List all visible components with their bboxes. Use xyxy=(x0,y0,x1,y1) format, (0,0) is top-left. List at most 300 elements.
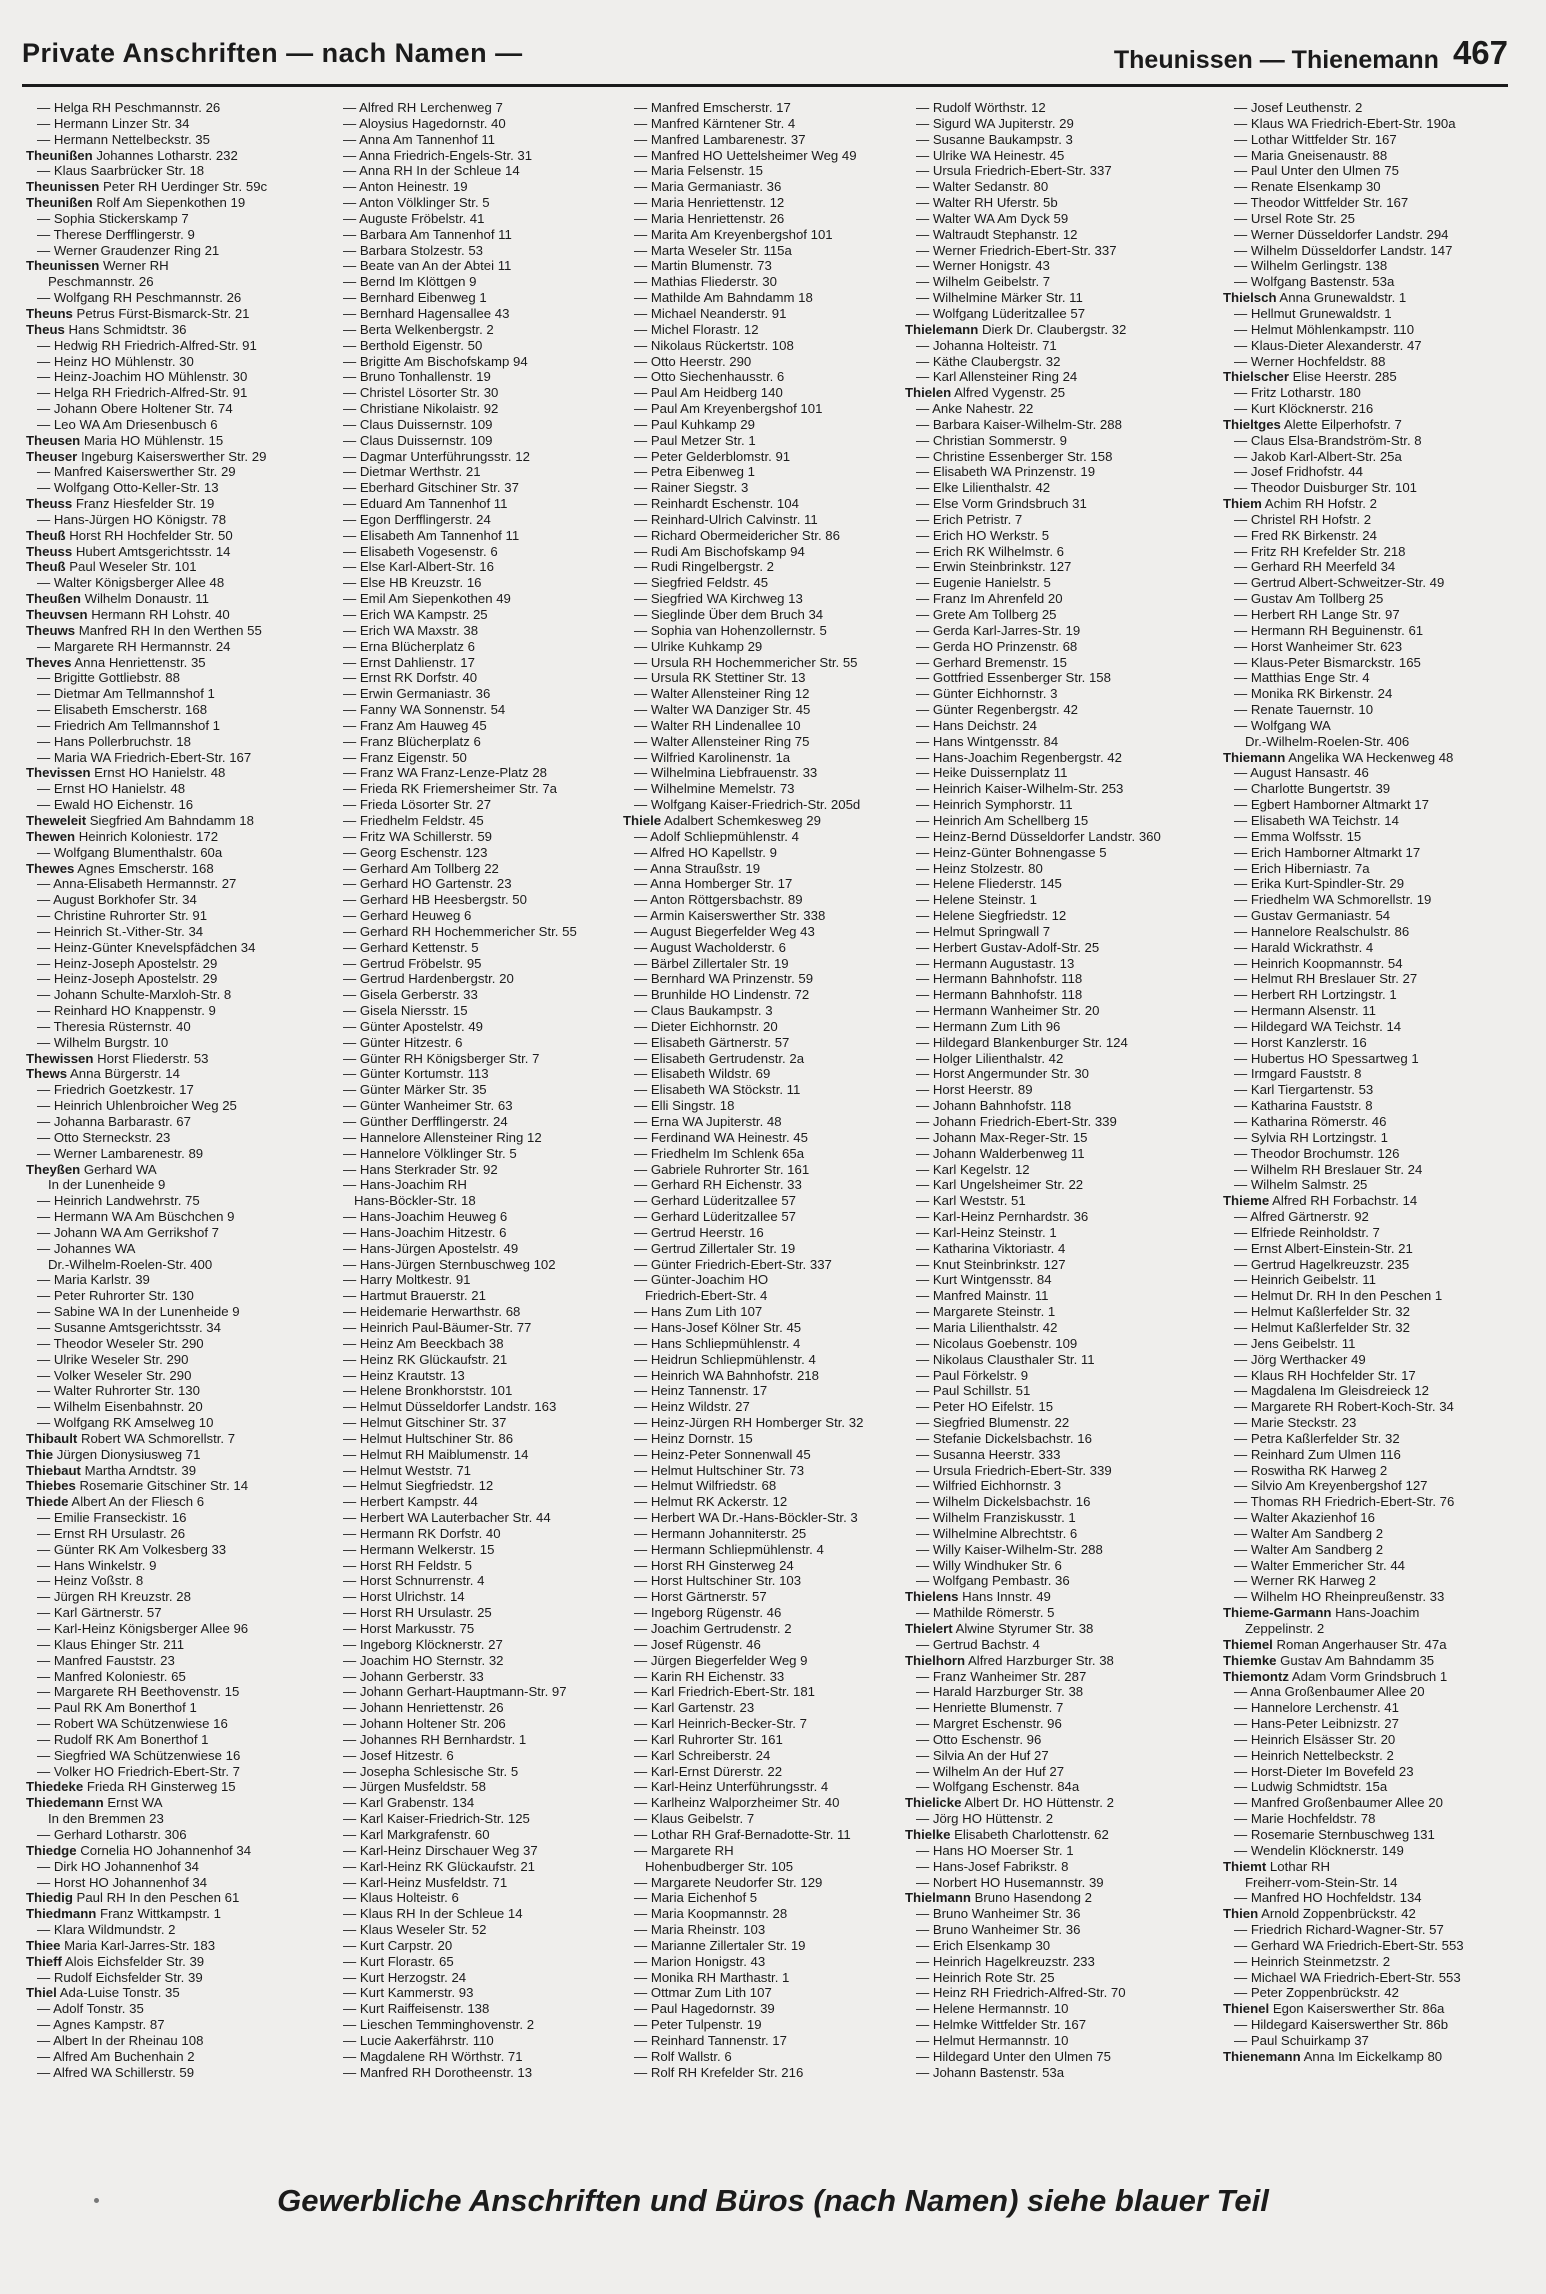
surname-entry xyxy=(26,1890,332,1906)
directory-entry: — Marita Am Kreyenbergshof 101 xyxy=(634,226,833,242)
directory-entry: — Erika Kurt-Spindler-Str. 29 xyxy=(1234,876,1405,892)
directory-entry: — Josef Rügenstr. 46 xyxy=(634,1636,761,1652)
surname-entry xyxy=(26,1463,332,1479)
directory-entry: — Anna Straußstr. 19 xyxy=(634,860,761,876)
directory-entry: — Jörg HO Hüttenstr. 2 xyxy=(916,1811,1054,1827)
surname: Theunissen xyxy=(26,258,100,274)
entry-text: Adam Vorm Grindsbruch 1 xyxy=(1288,1668,1448,1684)
directory-entry: — Maria Karlstr. 39 xyxy=(37,1272,150,1288)
directory-entry: — Volker HO Friedrich-Ebert-Str. 7 xyxy=(37,1763,240,1779)
directory-entry: — Karl-Heinz Pernhardstr. 36 xyxy=(916,1209,1089,1225)
directory-entry: — Günter Eichhornstr. 3 xyxy=(916,686,1058,702)
directory-entry: — Hans-Josef Kölner Str. 45 xyxy=(634,1319,802,1335)
directory-entry: — Ursula RH Hochemmericher Str. 55 xyxy=(634,654,858,670)
directory-entry: — Hartmut Brauerstr. 21 xyxy=(343,1288,486,1304)
directory-entry: — Heinrich Elsässer Str. 20 xyxy=(1234,1731,1396,1747)
directory-entry: — Karl Ruhrorter Str. 161 xyxy=(634,1731,783,1747)
directory-entry: — Heinrich St.-Vither-Str. 34 xyxy=(37,923,204,939)
directory-entry: — Heinz Tannenstr. 17 xyxy=(634,1383,768,1399)
directory-entry: — Hermann RH Beguinenstr. 61 xyxy=(1234,622,1424,638)
directory-entry: — Helene Siegfriedstr. 12 xyxy=(916,908,1067,924)
surname-entry xyxy=(1223,1859,1529,1875)
section-title: Private Anschriften — nach Namen — xyxy=(22,38,523,68)
entry-text: Elise Heerstr. 285 xyxy=(1288,369,1397,385)
directory-entry: — Margarete Steinstr. 1 xyxy=(916,1304,1056,1320)
directory-entry: — Christel Lösorter Str. 30 xyxy=(343,385,499,401)
surname: Thielhorn xyxy=(905,1652,966,1668)
entry-text: Alois Eichsfelder Str. 39 xyxy=(61,1953,205,1969)
directory-entry: — Wolfgang WA xyxy=(1234,717,1331,733)
directory-entry: — Manfred Koloniestr. 65 xyxy=(37,1668,186,1684)
directory-entry: — Klaus WA Friedrich-Ebert-Str. 190a xyxy=(1234,115,1456,131)
directory-entry: — Hermann Welkerstr. 15 xyxy=(343,1541,495,1557)
directory-entry: — Gerhard Bremenstr. 15 xyxy=(916,654,1067,670)
directory-entry: — Helmut Kaßlerfelder Str. 32 xyxy=(1234,1319,1410,1335)
directory-entry: — Heinz Stolzestr. 80 xyxy=(916,860,1043,876)
directory-entry: — Hildegard Kaiserswerther Str. 86b xyxy=(1234,2017,1449,2033)
directory-entry: — Heinrich Kaiser-Wilhelm-Str. 253 xyxy=(916,781,1124,797)
directory-entry: — Herbert Kampstr. 44 xyxy=(343,1494,478,1510)
directory-entry: — Horst RH Feldstr. 5 xyxy=(343,1557,472,1573)
entry-text: Alette Eilperhofstr. 7 xyxy=(1280,416,1402,432)
entry-text: Petrus Fürst-Bismarck-Str. 21 xyxy=(72,305,250,321)
directory-entry: — Thomas RH Friedrich-Ebert-Str. 76 xyxy=(1234,1494,1455,1510)
directory-entry: — Heinz Am Beeckbach 38 xyxy=(343,1335,504,1351)
directory-entry: — Hermann Bahnhofstr. 118 xyxy=(916,971,1083,987)
directory-entry: — Sophia Stickerskamp 7 xyxy=(37,210,189,226)
directory-entry: — Heinz-Joachim HO Mühlenstr. 30 xyxy=(37,369,248,385)
directory-entry: — Adolf Schliepmühlenstr. 4 xyxy=(634,828,799,844)
directory-entry: — Manfred Fauststr. 23 xyxy=(37,1652,175,1668)
surname-entry xyxy=(1223,1605,1529,1621)
surname: Thieme-Garmann xyxy=(1223,1605,1332,1621)
surname: Theuns xyxy=(26,305,73,321)
directory-entry: — Margarete RH Robert-Koch-Str. 34 xyxy=(1234,1399,1454,1415)
directory-entry: — Ulrike Kuhkamp 29 xyxy=(634,638,763,654)
surname: Thielscher xyxy=(1223,369,1289,385)
directory-entry: — Heinrich Paul-Bäumer-Str. 77 xyxy=(343,1319,532,1335)
surname: Thielemann xyxy=(905,321,979,337)
directory-entry: — Werner Hochfeldstr. 88 xyxy=(1234,353,1386,369)
entry-text: Manfred RH In den Werthen 55 xyxy=(75,622,262,638)
directory-entry: — Peter Gelderblomstr. 91 xyxy=(634,448,791,464)
directory-entry: — Gerhard Lotharstr. 306 xyxy=(37,1826,187,1842)
directory-entry: — Hans Winkelstr. 9 xyxy=(37,1557,157,1573)
directory-entry: — Johann Max-Reger-Str. 15 xyxy=(916,1129,1088,1145)
directory-entry: — Günter RK Am Volkesberg 33 xyxy=(37,1541,227,1557)
directory-entry: — Gerhard RH Meerfeld 34 xyxy=(1234,559,1396,575)
directory-entry: Hans-Böckler-Str. 18 xyxy=(354,1193,476,1209)
directory-entry: — Mathilde Römerstr. 5 xyxy=(916,1605,1055,1621)
directory-entry: — Erich Petristr. 7 xyxy=(916,511,1023,527)
directory-entry: — Margarete RH Beethovenstr. 15 xyxy=(37,1684,240,1700)
directory-entry: — Ludwig Schmidtstr. 15a xyxy=(1234,1779,1388,1795)
surname-entry xyxy=(1223,290,1529,306)
directory-entry: — Maria WA Friedrich-Ebert-Str. 167 xyxy=(37,749,252,765)
surname: Thiemt xyxy=(1223,1858,1267,1874)
directory-entry: — Harry Moltkestr. 91 xyxy=(343,1272,471,1288)
directory-entry: — Helmut Düsseldorfer Landstr. 163 xyxy=(343,1399,557,1415)
directory-entry: — Josef Hitzestr. 6 xyxy=(343,1747,454,1763)
directory-entry: — Hans Sterkrader Str. 92 xyxy=(343,1161,498,1177)
surname-entry xyxy=(26,1938,332,1954)
surname-entry xyxy=(1223,1669,1529,1685)
directory-entry: — Heike Duissernplatz 11 xyxy=(916,765,1068,781)
directory-entry: — Barbara Kaiser-Wilhelm-Str. 288 xyxy=(916,416,1122,432)
directory-entry: — Karl Kegelstr. 12 xyxy=(916,1161,1030,1177)
directory-entry: — Klaus Ehinger Str. 211 xyxy=(37,1636,185,1652)
entry-text: Anna Im Eickelkamp 80 xyxy=(1300,2048,1443,2064)
directory-entry: — Silvio Am Kreyenbergshof 127 xyxy=(1234,1478,1428,1494)
directory-entry: — Horst Heerstr. 89 xyxy=(916,1082,1033,1098)
entry-text: Ingeburg Kaiserswerther Str. 29 xyxy=(77,448,267,464)
directory-entry: — Walter WA Danziger Str. 45 xyxy=(634,702,811,718)
directory-entry: — Karlheinz Walporzheimer Str. 40 xyxy=(634,1795,840,1811)
directory-entry: — Margarete RH xyxy=(634,1842,734,1858)
directory-entry: — Hermann Linzer Str. 34 xyxy=(37,115,190,131)
directory-entry: — Horst Hultschiner Str. 103 xyxy=(634,1573,802,1589)
directory-entry: — Klaus Geibelstr. 7 xyxy=(634,1811,755,1827)
directory-entry: — Hans-Jürgen Sternbuschweg 102 xyxy=(343,1256,556,1272)
directory-entry: — Gerhard RH Eichenstr. 33 xyxy=(634,1177,802,1193)
directory-entry: — Ernst RK Dorfstr. 40 xyxy=(343,670,478,686)
directory-entry: — Hermann Alsenstr. 11 xyxy=(1234,1003,1376,1019)
directory-entry: — Gustav Am Tollberg 25 xyxy=(1234,591,1384,607)
directory-entry: — Sigurd WA Jupiterstr. 29 xyxy=(916,115,1074,131)
directory-entry: — Herbert WA Lauterbacher Str. 44 xyxy=(343,1510,551,1526)
directory-entry: — Klara Wildmundstr. 2 xyxy=(37,1922,176,1938)
directory-entry: Hohenbudberger Str. 105 xyxy=(645,1858,794,1874)
entry-text: Egon Kaiserswerther Str. 86a xyxy=(1269,2001,1445,2017)
surname: Theußen xyxy=(26,591,81,607)
directory-entry: — Herbert RH Lange Str. 97 xyxy=(1234,607,1400,622)
directory-entry: — Wilhelm Salmstr. 25 xyxy=(1234,1177,1368,1193)
directory-entry: — Waltraudt Stephanstr. 12 xyxy=(916,226,1078,242)
directory-entry: — Christel RH Hofstr. 2 xyxy=(1234,511,1372,527)
directory-entry: — Wendelin Klöcknerstr. 149 xyxy=(1234,1842,1404,1858)
directory-entry: — Günter Regenbergstr. 42 xyxy=(916,702,1079,718)
directory-entry: — Theodor Wittfelder Str. 167 xyxy=(1234,195,1409,211)
directory-entry: — Gerda HO Prinzenstr. 68 xyxy=(916,638,1078,654)
directory-entry: — Karl Gartenstr. 23 xyxy=(634,1700,755,1716)
surname: Thiel xyxy=(26,1985,57,2001)
directory-entry: — Walter Sedanstr. 80 xyxy=(916,179,1049,195)
directory-entry: — Hermann Nettelbeckstr. 35 xyxy=(37,131,210,147)
directory-entry: — Alfred Am Buchenhain 2 xyxy=(37,2048,195,2064)
surname: Thielmann xyxy=(905,1890,971,1906)
directory-entry: — Gertrud Fröbelstr. 95 xyxy=(343,955,482,971)
directory-entry: — Jörg Werthacker 49 xyxy=(1234,1351,1366,1367)
directory-entry: — Walter Emmericher Str. 44 xyxy=(1234,1557,1405,1573)
directory-entry: — Horst RH Ginsterweg 24 xyxy=(634,1557,794,1573)
directory-entry: — Berthold Eigenstr. 50 xyxy=(343,337,483,353)
directory-entry: — Heinz-Peter Sonnenwall 45 xyxy=(634,1446,811,1462)
directory-entry: — Elisabeth WA Prinzenstr. 19 xyxy=(916,464,1096,480)
directory-entry: — Heidemarie Herwarthstr. 68 xyxy=(343,1304,521,1320)
directory-entry: — Manfred Emscherstr. 17 xyxy=(634,100,791,115)
directory-entry: — August Wacholderstr. 6 xyxy=(634,939,786,955)
directory-entry: — Elfriede Reinholdstr. 7 xyxy=(1234,1224,1380,1240)
surname-entry xyxy=(26,1494,332,1510)
directory-entry: — Fanny WA Sonnenstr. 54 xyxy=(343,702,506,718)
surname-entry xyxy=(26,623,332,639)
surname-entry xyxy=(26,179,332,195)
directory-entry: — August Hansastr. 46 xyxy=(1234,765,1369,781)
entry-text: Rosemarie Gitschiner Str. 14 xyxy=(75,1478,249,1494)
directory-entry: — Heinz Voßstr. 8 xyxy=(37,1573,144,1589)
directory-entry: — Reinhardt Eschenstr. 104 xyxy=(634,496,799,512)
directory-entry: — Wilhelm Eisenbahnstr. 20 xyxy=(37,1399,203,1415)
directory-entry: — Wilhelmine Märker Str. 11 xyxy=(916,290,1083,306)
directory-entry: — Elisabeth WA Teichstr. 14 xyxy=(1234,812,1399,828)
surname: Thiede xyxy=(26,1494,69,1510)
directory-entry: — Josef Leuthenstr. 2 xyxy=(1234,100,1363,115)
directory-entry: — Paul Unter den Ulmen 75 xyxy=(1234,163,1399,179)
directory-entry: — Günter RH Königsberger Str. 7 xyxy=(343,1050,540,1066)
directory-entry: — Walter Am Sandberg 2 xyxy=(1234,1525,1384,1541)
directory-entry: — Theodor Brochumstr. 126 xyxy=(1234,1145,1400,1161)
directory-entry: — Leo WA Am Driesenbusch 6 xyxy=(37,416,218,432)
directory-entry: — Wilhelm Burgstr. 10 xyxy=(37,1034,169,1050)
directory-entry: — Elisabeth WA Stöckstr. 11 xyxy=(634,1082,801,1098)
directory-entry: — Ulrike Weseler Str. 290 xyxy=(37,1351,189,1367)
directory-entry: — Gerhard Am Tollberg 22 xyxy=(343,860,499,876)
directory-entry: — Kurt Klöcknerstr. 216 xyxy=(1234,401,1374,417)
surname: Theuws xyxy=(26,622,76,638)
directory-entry: — Karl-Heinz RK Glückaufstr. 21 xyxy=(343,1858,536,1874)
directory-entry: — Gisela Niersstr. 15 xyxy=(343,1003,468,1019)
directory-entry: — Manfred Kärntener Str. 4 xyxy=(634,115,796,131)
directory-entry: — Karl Ungelsheimer Str. 22 xyxy=(916,1177,1084,1193)
directory-entry: — Mathias Fliederstr. 30 xyxy=(634,274,777,290)
entry-text: Paul Weseler Str. 101 xyxy=(65,559,197,575)
directory-entry: — Johannes WA xyxy=(37,1240,136,1256)
entry-text: Dierk Dr. Claubergstr. 32 xyxy=(978,321,1127,337)
surname: Theunißen xyxy=(26,147,93,163)
surname-entry xyxy=(905,1890,1211,1906)
directory-entry: — Hans-Joachim RH xyxy=(343,1177,467,1193)
directory-entry: — Herbert Gustav-Adolf-Str. 25 xyxy=(916,939,1100,955)
directory-entry: — Wilhelm Dickelsbachstr. 16 xyxy=(916,1494,1091,1510)
surname: Theuß xyxy=(26,559,66,575)
directory-entry: — Hans-Jürgen HO Königstr. 78 xyxy=(37,511,227,527)
directory-entry: — Peter Ruhrorter Str. 130 xyxy=(37,1288,194,1304)
directory-column-5 xyxy=(1223,100,1529,2065)
directory-entry: — Helene Steinstr. 1 xyxy=(916,892,1037,908)
directory-entry: — Hellmut Grunewaldstr. 1 xyxy=(1234,305,1392,321)
directory-entry: — Karl-Ernst Dürerstr. 22 xyxy=(634,1763,783,1779)
directory-entry: — Wilhelm RH Breslauer Str. 24 xyxy=(1234,1161,1423,1177)
directory-entry: — Hildegard Unter den Ulmen 75 xyxy=(916,2048,1111,2064)
directory-entry: — Emil Am Siepenkothen 49 xyxy=(343,591,511,607)
directory-entry: — August Borkhofer Str. 34 xyxy=(37,892,197,908)
directory-entry: — Horst Kanzlerstr. 16 xyxy=(1234,1034,1367,1050)
directory-entry: — Wolfgang Bastenstr. 53a xyxy=(1234,274,1395,290)
directory-entry: — Hans-Jürgen Apostelstr. 49 xyxy=(343,1240,519,1256)
directory-entry: — Alfred Gärtnerstr. 92 xyxy=(1234,1209,1369,1225)
surname: Thieltges xyxy=(1223,416,1281,432)
directory-entry: — Eberhard Gitschiner Str. 37 xyxy=(343,480,519,496)
directory-entry: — Elli Singstr. 18 xyxy=(634,1098,735,1114)
directory-entry: — Katharina Römerstr. 46 xyxy=(1234,1114,1387,1129)
directory-entry: — Alfred RH Lerchenweg 7 xyxy=(343,100,503,115)
entry-text: Hermann RH Lohstr. 40 xyxy=(87,607,230,622)
surname: Thiedeke xyxy=(26,1779,84,1795)
directory-entry: — Kurt Raiffeisenstr. 138 xyxy=(343,2001,490,2017)
directory-entry: — Heinz RK Glückaufstr. 21 xyxy=(343,1351,508,1367)
directory-entry: — Karl Gärtnerstr. 57 xyxy=(37,1605,162,1621)
surname-entry xyxy=(1223,1906,1529,1922)
surname: Thielsch xyxy=(1223,290,1277,306)
directory-entry: — Elisabeth Gertrudenstr. 2a xyxy=(634,1050,805,1066)
directory-entry: — Gerhard Kettenstr. 5 xyxy=(343,939,479,955)
directory-entry: — Jürgen RH Kreuzstr. 28 xyxy=(37,1589,191,1605)
directory-entry: — Jürgen Musfeldstr. 58 xyxy=(343,1779,486,1795)
directory-entry: — Franz Wanheimer Str. 287 xyxy=(916,1668,1087,1684)
directory-entry: — Renate Elsenkamp 30 xyxy=(1234,179,1381,195)
directory-entry: — Hans Wintgensstr. 84 xyxy=(916,733,1059,749)
directory-entry: — Auguste Fröbelstr. 41 xyxy=(343,210,485,226)
directory-entry: — Adolf Tonstr. 35 xyxy=(37,2001,144,2017)
directory-entry: — Johanna Holteistr. 71 xyxy=(916,337,1057,353)
directory-entry: — Marie Steckstr. 23 xyxy=(1234,1415,1357,1431)
directory-entry: — Ursula Friedrich-Ebert-Str. 337 xyxy=(916,163,1112,179)
directory-entry: — Wolfgang Blumenthalstr. 60a xyxy=(37,844,223,860)
directory-entry: — Norbert HO Husemannstr. 39 xyxy=(916,1874,1104,1890)
directory-entry: — Gerhard WA Friedrich-Ebert-Str. 553 xyxy=(1234,1937,1464,1953)
directory-entry: — Theodor Weseler Str. 290 xyxy=(37,1335,204,1351)
directory-entry: — Horst Wanheimer Str. 623 xyxy=(1234,638,1403,654)
directory-entry: — Wolfgang Eschenstr. 84a xyxy=(916,1779,1080,1795)
directory-entry: — Heinz RH Friedrich-Alfred-Str. 70 xyxy=(916,1985,1126,2001)
directory-entry: — Theodor Duisburger Str. 101 xyxy=(1234,480,1418,496)
directory-entry: — Reinhard HO Knappenstr. 9 xyxy=(37,1003,216,1019)
surname: Theuser xyxy=(26,448,78,464)
directory-entry: — Friedrich Am Tellmannshof 1 xyxy=(37,717,220,733)
directory-entry: — Kurt Wintgensstr. 84 xyxy=(916,1272,1052,1288)
directory-entry: — Irmgard Fauststr. 8 xyxy=(1234,1066,1362,1082)
directory-entry: — Friedhelm Im Schlenk 65a xyxy=(634,1145,805,1161)
directory-entry: — Klaus Holteistr. 6 xyxy=(343,1890,459,1906)
directory-entry: — Susanna Heerstr. 333 xyxy=(916,1446,1061,1462)
directory-entry: — Willy Windhuker Str. 6 xyxy=(916,1557,1062,1573)
directory-entry: — Wilhelmine Albrechtstr. 6 xyxy=(916,1525,1078,1541)
surname: Theuss xyxy=(26,543,73,559)
surname-entry xyxy=(26,1843,332,1859)
directory-entry: — Karl-Heinz Musfeldstr. 71 xyxy=(343,1874,508,1890)
directory-entry: — Hans Deichstr. 24 xyxy=(916,717,1037,733)
entry-text: Maria HO Mühlenstr. 15 xyxy=(80,432,224,448)
directory-column-4 xyxy=(905,100,1211,2080)
surname-entry xyxy=(623,813,929,829)
entry-text: Ernst HO Hanielstr. 48 xyxy=(90,765,226,781)
directory-entry: — Werner Honigstr. 43 xyxy=(916,258,1050,274)
directory-entry: — Hermann Schliepmühlenstr. 4 xyxy=(634,1541,824,1557)
directory-entry: — Gerhard Heuweg 6 xyxy=(343,908,472,924)
entry-text: Alfred RH Forbachstr. 14 xyxy=(1269,1193,1418,1209)
directory-entry: — Petra Kaßlerfelder Str. 32 xyxy=(1234,1430,1400,1446)
directory-entry: — Gertrud Zillertaler Str. 19 xyxy=(634,1240,796,1256)
directory-entry: Dr.-Wilhelm-Roelen-Str. 400 xyxy=(48,1256,213,1272)
directory-entry: — Marion Honigstr. 43 xyxy=(634,1953,766,1969)
directory-entry: — Lothar Wittfelder Str. 167 xyxy=(1234,131,1397,147)
surname-entry xyxy=(26,1051,332,1067)
directory-entry: — Erwin Germaniastr. 36 xyxy=(343,686,491,702)
directory-entry: — Walter Allensteiner Ring 12 xyxy=(634,686,810,702)
directory-entry: Freiherr-vom-Stein-Str. 14 xyxy=(1245,1874,1398,1890)
directory-entry: — Helmut Siegfriedstr. 12 xyxy=(343,1478,494,1494)
directory-entry: — Friedrich Goetzkestr. 17 xyxy=(37,1082,194,1098)
entry-text: Alwine Styrumer Str. 38 xyxy=(952,1621,1094,1636)
directory-entry: — Hans-Joachim Heuweg 6 xyxy=(343,1209,508,1225)
directory-entry: — Heinz-Joseph Apostelstr. 29 xyxy=(37,955,218,971)
surname-entry xyxy=(905,1827,1211,1843)
directory-column-3 xyxy=(623,100,929,2080)
directory-entry: — Helmut Weststr. 71 xyxy=(343,1462,472,1478)
directory-entry: — Bärbel Zillertaler Str. 19 xyxy=(634,955,789,971)
directory-entry: — Heinrich Rote Str. 25 xyxy=(916,1969,1055,1985)
surname: Thiemann xyxy=(1223,749,1286,765)
directory-entry: Dr.-Wilhelm-Roelen-Str. 406 xyxy=(1245,733,1410,749)
directory-entry: — Horst Schnurrenstr. 4 xyxy=(343,1573,485,1589)
directory-entry: — Horst Ulrichstr. 14 xyxy=(343,1589,465,1605)
directory-entry: — Herbert WA Dr.-Hans-Böckler-Str. 3 xyxy=(634,1510,858,1526)
directory-entry: — Horst Angermunder Str. 30 xyxy=(916,1066,1089,1082)
directory-entry: — Peter HO Eifelstr. 15 xyxy=(916,1399,1054,1415)
directory-entry: — Heinrich Symphorstr. 11 xyxy=(916,797,1073,813)
directory-entry: — Helene Hermannstr. 10 xyxy=(916,2001,1069,2017)
directory-entry: — Ursel Rote Str. 25 xyxy=(1234,210,1355,226)
directory-entry: — Georg Eschenstr. 123 xyxy=(343,844,488,860)
directory-entry: — Josef Fridhofstr. 44 xyxy=(1234,464,1363,480)
directory-entry: — Rudi Ringelbergstr. 2 xyxy=(634,559,775,575)
surname: Thiedemann xyxy=(26,1795,104,1811)
directory-entry: — Albert In der Rheinau 108 xyxy=(37,2032,204,2048)
directory-entry: — Joachim Gertrudenstr. 2 xyxy=(634,1621,792,1636)
directory-entry: — Gottfried Essenberger Str. 158 xyxy=(916,670,1111,686)
surname: Thiele xyxy=(623,812,662,828)
directory-entry: — Karl-Heinz Unterführungsstr. 4 xyxy=(634,1779,829,1795)
directory-entry: — Margret Eschenstr. 96 xyxy=(916,1716,1062,1732)
directory-entry: — Wilhelmine Memelstr. 73 xyxy=(634,781,795,797)
directory-entry: — Gustav Germaniastr. 54 xyxy=(1234,908,1391,924)
directory-entry: — Margarete Neudorfer Str. 129 xyxy=(634,1874,823,1890)
directory-entry: — Horst HO Johannenhof 34 xyxy=(37,1874,208,1890)
directory-entry: — Helene Fliederstr. 145 xyxy=(916,876,1062,892)
directory-entry: — Reinhard-Ulrich Calvinstr. 11 xyxy=(634,511,818,527)
directory-entry: — Heinrich Am Schellberg 15 xyxy=(916,812,1089,828)
directory-entry: — Hans-Joachim Regenbergstr. 42 xyxy=(916,749,1122,765)
directory-entry: Peschmannstr. 26 xyxy=(48,274,154,290)
directory-entry: — Agnes Kampstr. 87 xyxy=(37,2017,165,2033)
surname-entry xyxy=(1223,496,1529,512)
directory-entry: — Hans-Joachim Hitzestr. 6 xyxy=(343,1224,507,1240)
directory-entry: — Anton Röttgersbachstr. 89 xyxy=(634,892,803,908)
directory-entry: — Katharina Viktoriastr. 4 xyxy=(916,1240,1066,1256)
directory-entry: — Helmut RK Ackerstr. 12 xyxy=(634,1494,788,1510)
directory-entry: — Fritz WA Schillerstr. 59 xyxy=(343,828,492,844)
directory-entry: — Elisabeth Gärtnerstr. 57 xyxy=(634,1034,790,1050)
directory-entry: — Marie Hochfeldstr. 78 xyxy=(1234,1811,1376,1827)
entry-text: Bruno Hasendong 2 xyxy=(970,1890,1092,1906)
directory-entry: — Maria Henriettenstr. 26 xyxy=(634,210,785,226)
directory-entry: — Karl Schreiberstr. 24 xyxy=(634,1747,771,1763)
page-number: 467 xyxy=(1452,34,1508,71)
directory-entry: — Erich Hamborner Altmarkt 17 xyxy=(1234,844,1421,860)
entry-text: Johannes Lotharstr. 232 xyxy=(92,147,238,163)
entry-text: Ada-Luise Tonstr. 35 xyxy=(56,1985,180,2001)
directory-entry: — Jürgen Biegerfelder Weg 9 xyxy=(634,1652,808,1668)
